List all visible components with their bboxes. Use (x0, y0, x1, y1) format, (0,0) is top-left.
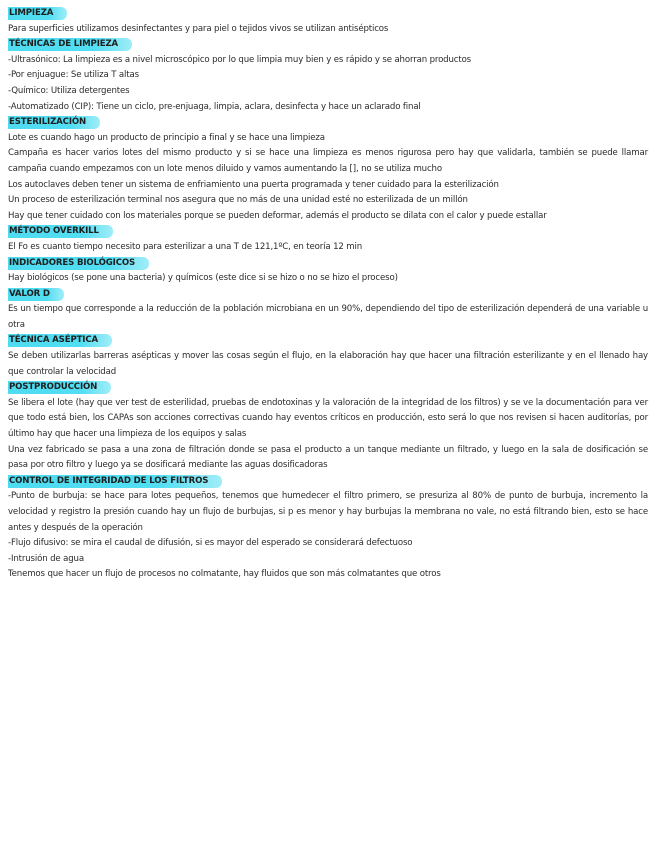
section-valor-d (8, 287, 648, 334)
section-heading: INDICADORES BIOLÓGICOS (8, 257, 149, 270)
section-heading: CONTROL DE INTEGRIDAD DE LOS FILTROS (8, 475, 222, 488)
list-item: -Automatizado (CIP): Tiene un ciclo, pre-enjuaga, limpia, aclara, desinfecta y hace un aclarado final (8, 101, 421, 112)
section-control-integridad-filtros (8, 474, 648, 583)
paragraph: Se libera el lote (hay que ver test de esterilidad, pruebas de endotoxinas y la valoración de la integridad de los filtros) y se ve la documentación para ver que todo está bien, los CAPAs son acciones correctivas cuando hay eventos críticos en producción, esto será lo que nos revisen si hacen auditorías, por último hay que hacer una limpieza de los equipos y salas (8, 397, 648, 440)
section-metodo-overkill (8, 224, 648, 255)
section-limpieza (8, 6, 648, 37)
list-item: -Intrusión de agua (8, 553, 84, 564)
paragraph: Hay que tener cuidado con los materiales porque se pueden deformar, además el producto se dilata con el calor y puede estallar (8, 210, 547, 221)
section-esterilizacion (8, 115, 648, 224)
section-tecnica-aseptica (8, 333, 648, 380)
paragraph: Para superficies utilizamos desinfectantes y para piel o tejidos vivos se utilizan antisépticos (8, 23, 389, 34)
paragraph: Un proceso de esterilización terminal nos asegura que no más de una unidad esté no esterilizada de un millón (8, 195, 468, 206)
list-item: -Flujo difusivo: se mira el caudal de difusión, si es mayor del esperado se considerará defectuoso (8, 538, 413, 549)
section-tecnicas-limpieza (8, 37, 648, 115)
paragraph: Lote es cuando hago un producto de principio a final y se hace una limpieza (8, 132, 325, 143)
paragraph: Los autoclaves deben tener un sistema de enfriamiento una puerta programada y tener cuidado para la esterilización (8, 179, 499, 190)
paragraph: Hay biológicos (se pone una bacteria) y químicos (este dice si se hizo o no se hizo el proceso) (8, 273, 398, 284)
section-heading: TÉCNICAS DE LIMPIEZA (8, 38, 132, 51)
paragraph: Una vez fabricado se pasa a una zona de filtración donde se pasa el producto a un tanque mediante un filtrado, y luego en la sala de dosificación se pasa por otro filtro y luego ya se dosificará mediante las aguas dosificadoras (8, 444, 648, 471)
list-item: -Punto de burbuja: se hace para lotes pequeños, tenemos que humedecer el filtro primero, se presuriza al 80% de punto de burbuja, incremento la velocidad y registro la presión cuando hay un flujo de burbujas, si p es menor y hay burbujas la membrana no vale, no está filtrando bien, esto se hace antes y después de la operación (8, 491, 648, 533)
paragraph: El Fo es cuanto tiempo necesito para esterilizar a una T de 121,1ºC, en teoría 12 min (8, 241, 363, 252)
paragraph: Es un tiempo que corresponde a la reducción de la población microbiana en un 90%, dependiendo del tipo de esterilización dependerá de una variable u otra (8, 304, 648, 330)
section-heading: VALOR D (8, 288, 64, 301)
list-item: -Por enjuague: Se utiliza T altas (8, 70, 139, 81)
list-item: -Ultrasónico: La limpieza es a nivel microscópico por lo que limpia muy bien y es rápido y se ahorran productos (8, 54, 472, 65)
section-postproduccion (8, 380, 648, 474)
section-heading: POSTPRODUCCIÓN (8, 381, 111, 394)
section-indicadores-biologicos (8, 256, 648, 287)
section-heading: TÉCNICA ASÉPTICA (8, 334, 112, 347)
paragraph: Tenemos que hacer un flujo de procesos no colmatante, hay fluidos que son más colmatantes que otros (8, 569, 441, 580)
section-heading: MÉTODO OVERKILL (8, 225, 113, 238)
paragraph: Se deben utilizarlas barreras asépticas y mover las cosas según el flujo, en la elaboración hay que hacer una filtración esterilizante y en el llenado hay que controlar la velocidad (8, 351, 648, 377)
section-heading: LIMPIEZA (8, 7, 67, 20)
list-item: -Químico: Utiliza detergentes (8, 85, 130, 96)
paragraph: Campaña es hacer varios lotes del mismo producto y si se hace una limpieza es menos rigurosa pero hay que validarla, también se puede llamar campaña cuando empezamos con un lote menos diluido y vamos aumentando la [], no se utiliza mucho (8, 148, 648, 174)
section-heading: ESTERILIZACIÓN (8, 116, 100, 129)
